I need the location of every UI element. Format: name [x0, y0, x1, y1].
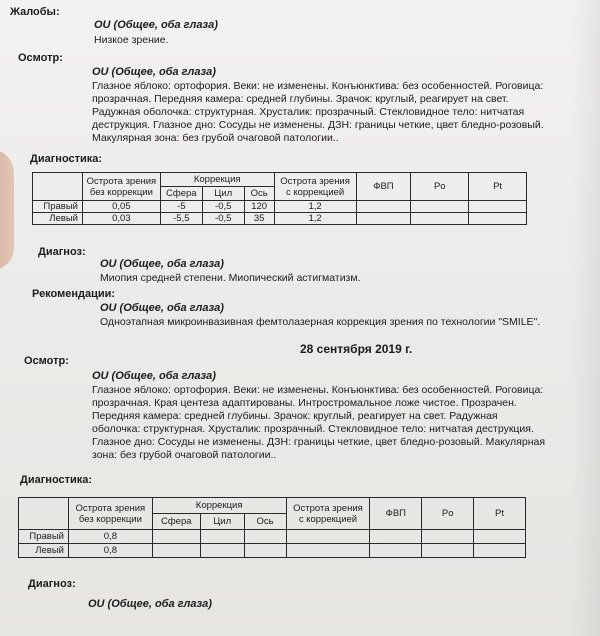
exam2-line-5: Глазное дно: Сосуды не изменены. ДЗН: границы четкие, цвет бледно-розовый. Макулярная: [92, 436, 546, 448]
exam-line-3: Радужная оболочка: структурная. Хрусталик: прозрачный. Стекловидное тело: нитчатая: [92, 106, 525, 118]
row-eye: Правый: [33, 201, 83, 213]
cell-fvp: [356, 213, 411, 225]
cell-fvp: [370, 544, 422, 558]
cell-axis: 120: [244, 201, 274, 213]
cell-axis: [244, 530, 286, 544]
cell-po: [411, 201, 469, 213]
diagnosis-eye: OU (Общее, оба глаза): [100, 258, 224, 270]
cell-axis: [244, 544, 286, 558]
cell-va: 0,05: [82, 201, 160, 213]
exam2-line-1: Глазное яблоко: ортофория. Веки: не изменены. Конъюнктива: без особенностей. Роговица:: [92, 384, 544, 396]
exam2-line-3: Передняя камера: средней глубины. Зрачок: круглый, реагирует на свет. Радужная: [92, 410, 498, 422]
diagnostics-table: [32, 172, 527, 225]
cell-pt: [469, 213, 527, 225]
cell-cyl: [200, 530, 244, 544]
cell-cyl: -0,5: [202, 213, 244, 225]
recommendations-text: Одноэтапная микроинвазивная фемтолазерная коррекция зрения по технологии "SMILE".: [100, 316, 541, 328]
recommendations-heading: Рекомендации:: [32, 288, 116, 300]
header-fvp: ФВП: [356, 173, 411, 201]
page-shadow: [570, 0, 600, 636]
cell-va: 0,8: [68, 530, 152, 544]
header-cyl: Цил: [202, 187, 244, 201]
row-eye: Левый: [33, 213, 83, 225]
exam2-line-4: оболочка: структурная. Хрусталик: прозрачный. Стекловидное тело: нитчатая деструкция.: [92, 423, 534, 435]
recommendations-eye: OU (Общее, оба глаза): [100, 302, 224, 314]
cell-axis: 35: [244, 213, 274, 225]
header2-va-uncorrected: Острота зрения без коррекции: [68, 498, 152, 530]
header-axis: Ось: [244, 187, 274, 201]
diagnosis2-eye: OU (Общее, оба глаза): [88, 598, 212, 610]
exam2-heading: Осмотр:: [24, 355, 69, 367]
cell-po: [422, 544, 474, 558]
cell-va: 0,03: [82, 213, 160, 225]
header2-po: Po: [422, 498, 474, 530]
exam2-eye: OU (Общее, оба глаза): [92, 370, 216, 382]
cell-va-corrected: 1,2: [274, 201, 356, 213]
table-row: [33, 213, 527, 225]
cell-sphere: -5,5: [160, 213, 202, 225]
cell-fvp: [356, 201, 411, 213]
finger-edge: [0, 150, 14, 270]
cell-sphere: [152, 544, 200, 558]
complaints-eye: OU (Общее, оба глаза): [94, 19, 218, 31]
cell-va-corrected: [286, 544, 370, 558]
exam-line-2: прозрачная. Передняя камера: средней глубины. Зрачок: круглый, реагирует на свет.: [92, 93, 509, 105]
header2-cyl: Цил: [200, 514, 244, 530]
header-correction: Коррекция: [160, 173, 274, 187]
table2-corner: [19, 498, 69, 530]
complaints-text: Низкое зрение.: [94, 34, 169, 46]
exam-line-1: Глазное яблоко: ортофория. Веки: не изменены. Конъюнктива: без особенностей. Роговица:: [92, 80, 544, 92]
header-sphere: Сфера: [160, 187, 202, 201]
table-row: [33, 201, 527, 213]
header-po: Po: [411, 173, 469, 201]
diagnostics-heading: Диагностика:: [30, 153, 103, 165]
exam-line-4: деструкция. Глазное дно: Сосуды не изменены. ДЗН: границы четкие, цвет бледно-розовый.: [92, 119, 544, 131]
table-row: [19, 530, 526, 544]
exam-eye: OU (Общее, оба глаза): [92, 66, 216, 78]
header2-va-corrected: Острота зрения с коррекцией: [286, 498, 370, 530]
cell-pt: [474, 530, 526, 544]
header2-correction: Коррекция: [152, 498, 286, 514]
exam-heading: Осмотр:: [18, 52, 63, 64]
table-corner: [33, 173, 83, 201]
visit-date: 28 сентября 2019 г.: [300, 342, 413, 356]
exam2-line-2: прозрачная. Края центеза адаптированы. Интростромальное ложе чистое. Прозрачен.: [92, 397, 517, 409]
cell-va-corrected: [286, 530, 370, 544]
cell-va: 0,8: [68, 544, 152, 558]
header-va-uncorrected: Острота зрения без коррекции: [82, 173, 160, 201]
cell-sphere: -5: [160, 201, 202, 213]
cell-po: [422, 530, 474, 544]
cell-pt: [474, 544, 526, 558]
row-eye: Правый: [19, 530, 69, 544]
diagnosis-text: Миопия средней степени. Миопический астигматизм.: [100, 272, 361, 284]
diagnostics2-heading: Диагностика:: [20, 474, 93, 486]
cell-cyl: [200, 544, 244, 558]
diagnostics2-table: [18, 497, 526, 558]
diagnosis2-heading: Диагноз:: [28, 578, 76, 590]
cell-cyl: -0,5: [202, 201, 244, 213]
cell-va-corrected: 1,2: [274, 213, 356, 225]
cell-pt: [469, 201, 527, 213]
header2-pt: Pt: [474, 498, 526, 530]
header-pt: Pt: [469, 173, 527, 201]
exam-line-5: Макулярная зона: без грубой очаговой патологии..: [92, 132, 339, 144]
cell-po: [411, 213, 469, 225]
complaints-heading: Жалобы:: [10, 6, 60, 18]
header2-fvp: ФВП: [370, 498, 422, 530]
header2-sphere: Сфера: [152, 514, 200, 530]
cell-fvp: [370, 530, 422, 544]
row-eye: Левый: [19, 544, 69, 558]
header-va-corrected: Острота зрения с коррекцией: [274, 173, 356, 201]
cell-sphere: [152, 530, 200, 544]
exam2-line-6: зона: без грубой очаговой патологии..: [92, 449, 277, 461]
table-row: [19, 544, 526, 558]
diagnosis-heading: Диагноз:: [38, 246, 86, 258]
header2-axis: Ось: [244, 514, 286, 530]
